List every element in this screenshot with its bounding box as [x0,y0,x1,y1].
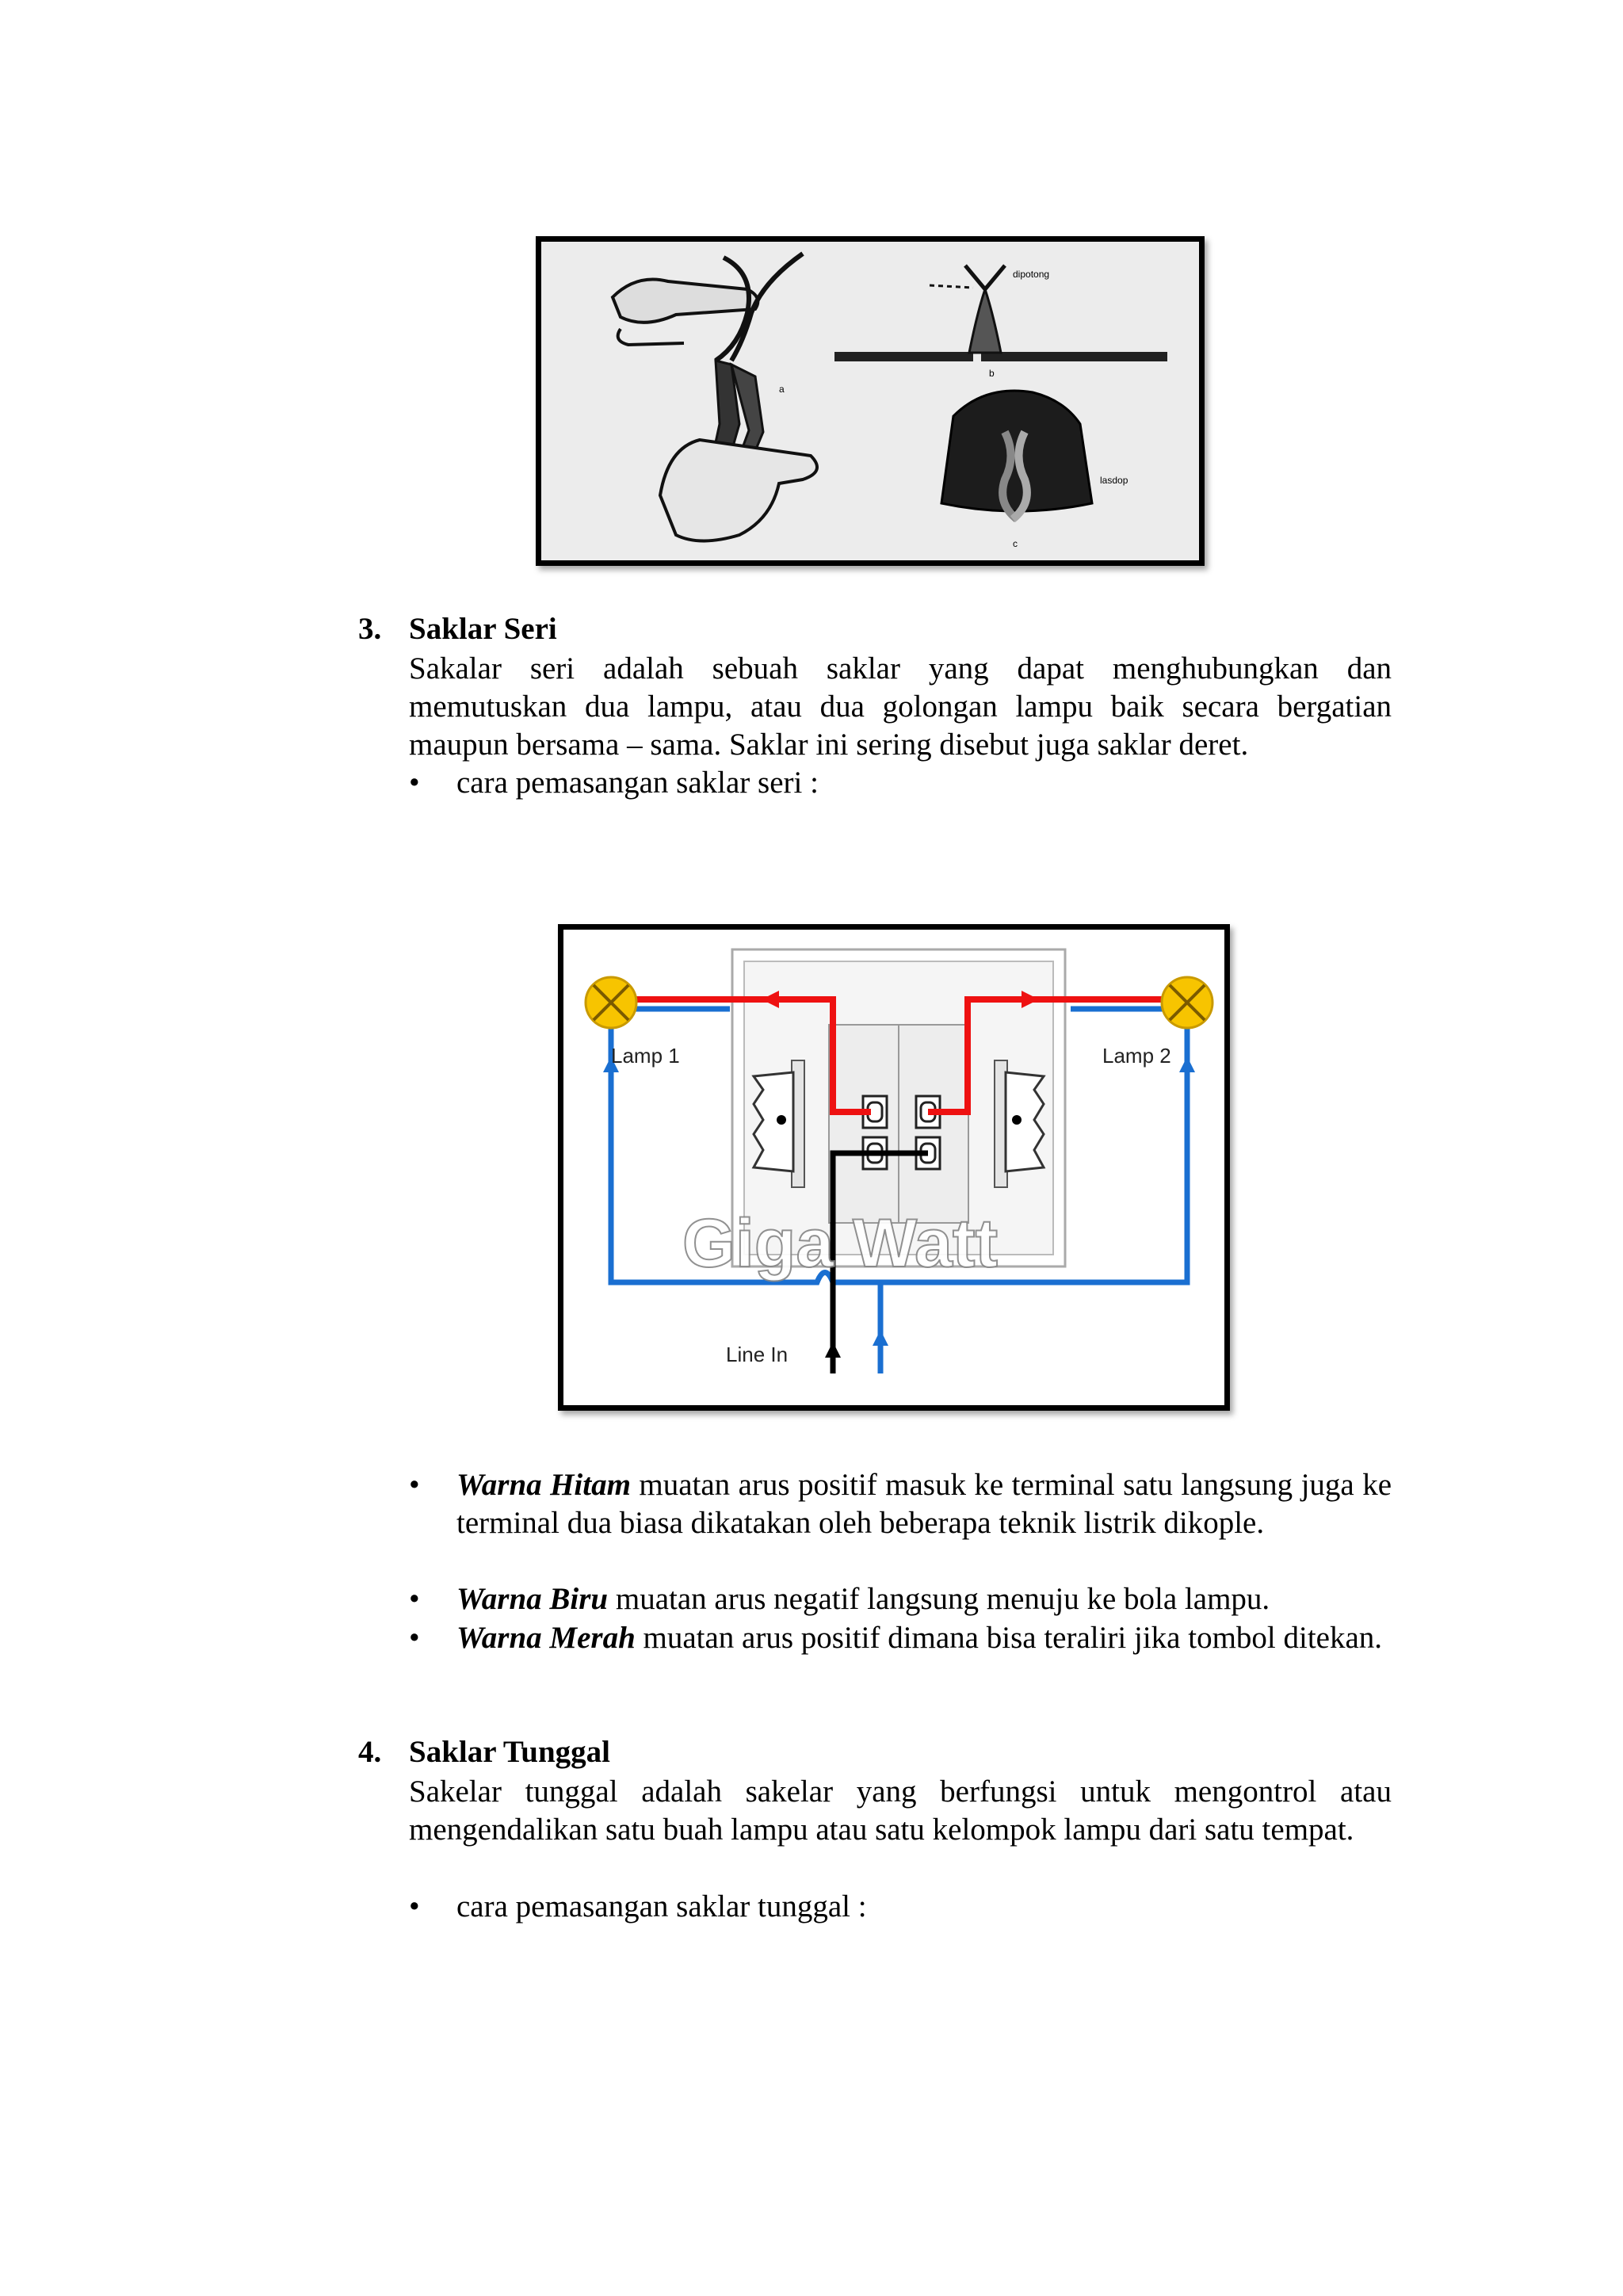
section-3-heading [358,611,557,647]
color-desc: muatan arus positif masuk ke terminal satu langsung juga ke terminal dua biasa dikatakan oleh beberapa teknik listrik dikople. [456,1468,1392,1540]
hand-top-shape [613,280,758,323]
section-4-bullet-text: cara pemasangan saklar tunggal : [456,1889,867,1924]
label-cut: dipotong [1013,269,1050,280]
color-term: Warna Hitam [456,1468,631,1502]
blue-arrow-right [1179,1056,1195,1072]
color-term: Warna Biru [456,1582,609,1616]
wire-joining-illustration [541,242,1199,560]
blue-arrow-in [873,1330,888,1346]
label-b: b [989,368,995,379]
lamp-1-label: Lamp 1 [611,1044,680,1068]
series-switch-wiring [563,930,1224,1405]
section-4-number: 4. [358,1735,382,1769]
section-4-title: Saklar Tunggal [409,1735,611,1769]
bullet-icon: • [409,766,420,800]
section-3-bullet-text: cara pemasangan saklar seri : [456,766,819,800]
color-desc: muatan arus positif dimana bisa teraliri jika tombol ditekan. [643,1621,1383,1655]
black-arrow-in [825,1342,841,1358]
lamp-2-label: Lamp 2 [1102,1044,1171,1068]
section-4-paragraph: Sakelar tunggal adalah sakelar yang berfungsi untuk mengontrol atau mengendalikan satu buah lampu atau satu kelompok lampu dari satu tempat. [409,1775,1392,1847]
label-c: c [1013,538,1018,549]
wire-joining-figure [536,236,1205,566]
bullet-icon: • [409,1621,420,1655]
color-desc: muatan arus negatif langsung menuju ke bola lampu. [615,1582,1270,1616]
bullet-icon: • [409,1468,420,1502]
series-switch-diagram [558,924,1230,1411]
bullet-icon: • [409,1889,420,1924]
section-3-number: 3. [358,612,382,646]
label-a: a [779,384,785,395]
bullet-icon: • [409,1582,420,1616]
section-3-title: Saklar Seri [409,612,557,646]
section-4-heading [358,1734,610,1770]
watermark-text: Giga Watt [682,1205,999,1282]
section-3-paragraph: Sakalar seri adalah sebuah saklar yang dapat menghubungkan dan memutuskan dua lampu, atau dua golongan lampu baik secara bergatian maupun bersama – sama. Saklar ini sering disebut juga saklar deret. [409,651,1392,762]
line-in-label: Line In [726,1343,789,1366]
hand-bottom-shape [660,440,817,541]
label-lasdop: lasdop [1100,475,1128,486]
color-term: Warna Merah [456,1621,636,1655]
